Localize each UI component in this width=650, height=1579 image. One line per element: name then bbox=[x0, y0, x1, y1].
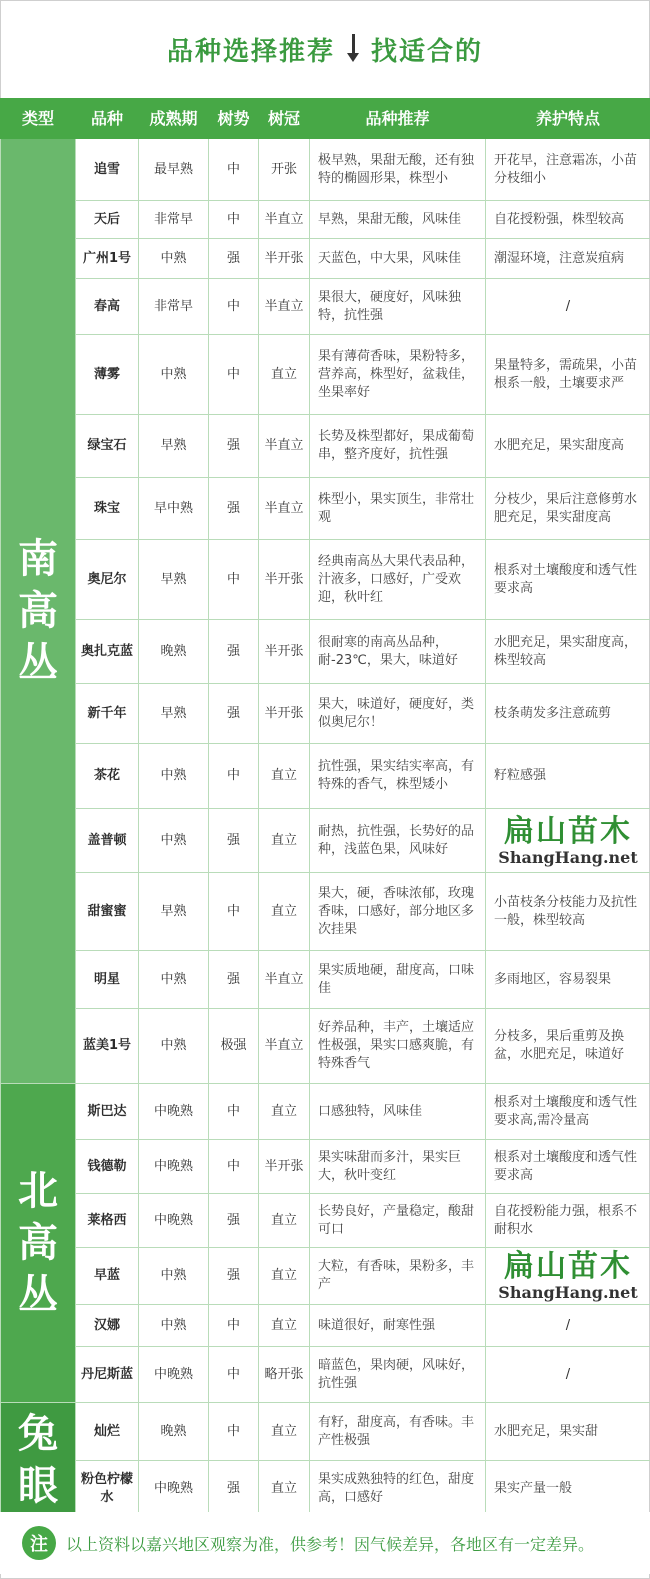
page-title bbox=[167, 31, 483, 68]
vigor-cell: 中 bbox=[209, 201, 259, 239]
crown-cell: 直立 bbox=[259, 1403, 310, 1461]
care-cell: 枝条萌发多注意疏剪 bbox=[486, 684, 650, 744]
header-variety: 品种 bbox=[76, 99, 139, 139]
crown-cell: 半直立 bbox=[259, 415, 310, 478]
variety-name: 绿宝石 bbox=[76, 415, 139, 478]
vigor-cell: 强 bbox=[209, 620, 259, 684]
recommend-cell: 果很大，硬度好，风味独特，抗性强 bbox=[310, 279, 486, 335]
table-row bbox=[1, 478, 650, 540]
table-row bbox=[1, 1140, 650, 1194]
header-type: 类型 bbox=[1, 99, 76, 139]
recommend-cell: 经典南高丛大果代表品种，汁液多，口感好，广受欢迎，秋叶红 bbox=[310, 540, 486, 620]
vigor-cell: 中 bbox=[209, 873, 259, 951]
recommend-cell: 长势良好，产量稳定，酸甜可口 bbox=[310, 1194, 486, 1248]
vigor-cell: 中 bbox=[209, 139, 259, 201]
maturity-cell: 中熟 bbox=[139, 335, 209, 415]
maturity-cell: 中晚熟 bbox=[139, 1194, 209, 1248]
vigor-cell: 强 bbox=[209, 1248, 259, 1305]
recommend-cell: 株型小，果实顶生，非常壮观 bbox=[310, 478, 486, 540]
table-row bbox=[1, 540, 650, 620]
table-row bbox=[1, 201, 650, 239]
vigor-cell: 强 bbox=[209, 478, 259, 540]
group-label-cell bbox=[1, 139, 76, 1084]
care-cell: / bbox=[486, 1347, 650, 1403]
maturity-cell: 早中熟 bbox=[139, 478, 209, 540]
care-cell: 根系对土壤酸度和透气性要求高 bbox=[486, 540, 650, 620]
variety-table bbox=[0, 98, 650, 1517]
care-cell: 水肥充足，果实甜度高，株型较高 bbox=[486, 620, 650, 684]
title-left: 品种选择推荐 bbox=[166, 36, 335, 67]
table-row bbox=[1, 1009, 650, 1084]
vigor-cell: 中 bbox=[209, 1305, 259, 1347]
vigor-cell: 强 bbox=[209, 809, 259, 873]
recommend-cell: 暗蓝色，果肉硬，风味好，抗性强 bbox=[310, 1347, 486, 1403]
care-cell: 水肥充足，果实甜 bbox=[486, 1403, 650, 1461]
crown-cell: 直立 bbox=[259, 744, 310, 809]
crown-cell: 半开张 bbox=[259, 239, 310, 279]
footer-note bbox=[0, 1512, 650, 1574]
maturity-cell: 中熟 bbox=[139, 744, 209, 809]
care-cell: 多雨地区，容易裂果 bbox=[486, 951, 650, 1009]
group-label: 北高丛 bbox=[18, 1168, 58, 1318]
vigor-cell: 强 bbox=[209, 239, 259, 279]
maturity-cell: 中晚熟 bbox=[139, 1084, 209, 1140]
vigor-cell: 中 bbox=[209, 279, 259, 335]
table-row bbox=[1, 873, 650, 951]
title-right: 找适合的 bbox=[371, 36, 484, 67]
crown-cell: 直立 bbox=[259, 809, 310, 873]
table-row bbox=[1, 335, 650, 415]
watermark-main: 扁山苗木 bbox=[504, 813, 632, 849]
maturity-cell: 晚熟 bbox=[139, 1403, 209, 1461]
variety-name: 丹尼斯蓝 bbox=[76, 1347, 139, 1403]
watermark-logo bbox=[488, 815, 648, 867]
crown-cell: 直立 bbox=[259, 1084, 310, 1140]
variety-name: 明星 bbox=[76, 951, 139, 1009]
maturity-cell: 中晚熟 bbox=[139, 1140, 209, 1194]
variety-name: 茶花 bbox=[76, 744, 139, 809]
variety-name: 新千年 bbox=[76, 684, 139, 744]
care-cell: 小苗枝条分枝能力及抗性一般，株型较高 bbox=[486, 873, 650, 951]
maturity-cell: 中熟 bbox=[139, 1009, 209, 1084]
recommend-cell: 极早熟，果甜无酸，还有独特的椭圆形果，株型小 bbox=[310, 139, 486, 201]
crown-cell: 半直立 bbox=[259, 1009, 310, 1084]
vigor-cell: 中 bbox=[209, 1084, 259, 1140]
table-row bbox=[1, 279, 650, 335]
care-cell: 果量特多，需疏果，小苗根系一般，土壤要求严 bbox=[486, 335, 650, 415]
crown-cell: 半开张 bbox=[259, 1140, 310, 1194]
table-row bbox=[1, 1305, 650, 1347]
crown-cell: 开张 bbox=[259, 139, 310, 201]
table-row bbox=[1, 1084, 650, 1140]
variety-name: 奥扎克蓝 bbox=[76, 620, 139, 684]
care-cell bbox=[486, 809, 650, 873]
variety-name: 甜蜜蜜 bbox=[76, 873, 139, 951]
table-row bbox=[1, 1347, 650, 1403]
note-text: 以上资料以嘉兴地区观察为准，供参考！因气候差异，各地区有一定差异。 bbox=[66, 1534, 595, 1554]
recommend-cell: 耐热，抗性强，长势好的品种，浅蓝色果，风味好 bbox=[310, 809, 486, 873]
variety-name: 追雪 bbox=[76, 139, 139, 201]
vigor-cell: 极强 bbox=[209, 1009, 259, 1084]
recommend-cell: 天蓝色，中大果，风味佳 bbox=[310, 239, 486, 279]
recommend-cell: 有籽，甜度高，有香味。丰产性极强 bbox=[310, 1403, 486, 1461]
vigor-cell: 强 bbox=[209, 1461, 259, 1517]
variety-name: 斯巴达 bbox=[76, 1084, 139, 1140]
care-cell bbox=[486, 1248, 650, 1305]
vigor-cell: 中 bbox=[209, 1347, 259, 1403]
table-row bbox=[1, 744, 650, 809]
variety-name: 莱格西 bbox=[76, 1194, 139, 1248]
crown-cell: 直立 bbox=[259, 1305, 310, 1347]
crown-cell: 半开张 bbox=[259, 540, 310, 620]
crown-cell: 直立 bbox=[259, 1194, 310, 1248]
maturity-cell: 中熟 bbox=[139, 1305, 209, 1347]
care-cell: / bbox=[486, 279, 650, 335]
group-label-cell bbox=[1, 1403, 76, 1517]
maturity-cell: 中熟 bbox=[139, 1248, 209, 1305]
care-cell: 分枝多，果后重剪及换盆，水肥充足，味道好 bbox=[486, 1009, 650, 1084]
maturity-cell: 非常早 bbox=[139, 279, 209, 335]
care-cell: / bbox=[486, 1305, 650, 1347]
crown-cell: 直立 bbox=[259, 873, 310, 951]
group-label: 兔眼 bbox=[18, 1410, 58, 1509]
crown-cell: 半直立 bbox=[259, 279, 310, 335]
vigor-cell: 中 bbox=[209, 1140, 259, 1194]
variety-name: 天后 bbox=[76, 201, 139, 239]
table-row bbox=[1, 620, 650, 684]
watermark-logo bbox=[488, 1250, 648, 1302]
crown-cell: 略开张 bbox=[259, 1347, 310, 1403]
variety-name: 粉色柠檬水 bbox=[76, 1461, 139, 1517]
note-badge: 注 bbox=[22, 1526, 56, 1560]
maturity-cell: 早熟 bbox=[139, 415, 209, 478]
maturity-cell: 中熟 bbox=[139, 809, 209, 873]
care-cell: 籽粒感强 bbox=[486, 744, 650, 809]
variety-name: 广州1号 bbox=[76, 239, 139, 279]
table-row bbox=[1, 239, 650, 279]
crown-cell: 直立 bbox=[259, 1461, 310, 1517]
care-cell: 自花授粉能力强，根系不耐积水 bbox=[486, 1194, 650, 1248]
header-recommend: 品种推荐 bbox=[310, 99, 486, 139]
table-row bbox=[1, 1461, 650, 1517]
variety-name: 奥尼尔 bbox=[76, 540, 139, 620]
table-row bbox=[1, 951, 650, 1009]
variety-name: 春高 bbox=[76, 279, 139, 335]
variety-name: 盖普顿 bbox=[76, 809, 139, 873]
crown-cell: 半开张 bbox=[259, 684, 310, 744]
header-care: 养护特点 bbox=[486, 99, 650, 139]
crown-cell: 直立 bbox=[259, 335, 310, 415]
header-vigor: 树势 bbox=[209, 99, 259, 139]
header-maturity: 成熟期 bbox=[139, 99, 209, 139]
table-row bbox=[1, 415, 650, 478]
maturity-cell: 中熟 bbox=[139, 951, 209, 1009]
recommend-cell: 味道很好，耐寒性强 bbox=[310, 1305, 486, 1347]
crown-cell: 半开张 bbox=[259, 620, 310, 684]
vigor-cell: 中 bbox=[209, 1403, 259, 1461]
variety-name: 灿烂 bbox=[76, 1403, 139, 1461]
recommend-cell: 好养品种，丰产，土壤适应性极强，果实口感爽脆，有特殊香气 bbox=[310, 1009, 486, 1084]
header-crown: 树冠 bbox=[259, 99, 310, 139]
maturity-cell: 中晚熟 bbox=[139, 1347, 209, 1403]
care-cell: 根系对土壤酸度和透气性要求高,需冷量高 bbox=[486, 1084, 650, 1140]
recommend-cell: 果有薄荷香味，果粉特多，营养高，株型好，盆栽佳，坐果率好 bbox=[310, 335, 486, 415]
maturity-cell: 中晚熟 bbox=[139, 1461, 209, 1517]
table-row bbox=[1, 1248, 650, 1305]
variety-name: 蓝美1号 bbox=[76, 1009, 139, 1084]
crown-cell: 半直立 bbox=[259, 201, 310, 239]
variety-name: 早蓝 bbox=[76, 1248, 139, 1305]
care-cell: 自花授粉强，株型较高 bbox=[486, 201, 650, 239]
table-body bbox=[1, 139, 650, 1517]
table-row bbox=[1, 1403, 650, 1461]
care-cell: 根系对土壤酸度和透气性要求高 bbox=[486, 1140, 650, 1194]
maturity-cell: 早熟 bbox=[139, 540, 209, 620]
table-row bbox=[1, 139, 650, 201]
maturity-cell: 中熟 bbox=[139, 239, 209, 279]
vigor-cell: 强 bbox=[209, 415, 259, 478]
recommend-cell: 抗性强，果实结实率高，有特殊的香气，株型矮小 bbox=[310, 744, 486, 809]
maturity-cell: 早熟 bbox=[139, 873, 209, 951]
vigor-cell: 中 bbox=[209, 540, 259, 620]
recommend-cell: 果大，硬，香味浓郁，玫瑰香味，口感好，部分地区多次挂果 bbox=[310, 873, 486, 951]
recommend-cell: 果实质地硬，甜度高，口味佳 bbox=[310, 951, 486, 1009]
table-row bbox=[1, 1194, 650, 1248]
care-cell: 水肥充足，果实甜度高 bbox=[486, 415, 650, 478]
maturity-cell: 早熟 bbox=[139, 684, 209, 744]
title-bar bbox=[0, 0, 650, 98]
recommend-cell: 大粒，有香味，果粉多，丰产 bbox=[310, 1248, 486, 1305]
variety-name: 汉娜 bbox=[76, 1305, 139, 1347]
table-row bbox=[1, 684, 650, 744]
variety-name: 钱德勒 bbox=[76, 1140, 139, 1194]
crown-cell: 半直立 bbox=[259, 478, 310, 540]
recommend-cell: 果实味甜而多汁，果实巨大，秋叶变红 bbox=[310, 1140, 486, 1194]
watermark-main: 扁山苗木 bbox=[504, 1249, 632, 1284]
vigor-cell: 中 bbox=[209, 335, 259, 415]
care-cell: 分枝少，果后注意修剪水肥充足，果实甜度高 bbox=[486, 478, 650, 540]
care-cell: 开花早，注意霜冻，小苗分枝细小 bbox=[486, 139, 650, 201]
vigor-cell: 强 bbox=[209, 1194, 259, 1248]
vigor-cell: 强 bbox=[209, 951, 259, 1009]
variety-name: 薄雾 bbox=[76, 335, 139, 415]
group-label: 南高丛 bbox=[18, 536, 58, 686]
recommend-cell: 很耐寒的南高丛品种，耐-23℃，果大，味道好 bbox=[310, 620, 486, 684]
recommend-cell: 长势及株型都好，果成葡萄串，整齐度好，抗性强 bbox=[310, 415, 486, 478]
variety-name: 珠宝 bbox=[76, 478, 139, 540]
vigor-cell: 中 bbox=[209, 744, 259, 809]
watermark-sub: ShangHang.net bbox=[498, 847, 638, 867]
recommend-cell: 果实成熟独特的红色，甜度高，口感好 bbox=[310, 1461, 486, 1517]
table-row bbox=[1, 809, 650, 873]
watermark-sub: ShangHang.net bbox=[498, 1283, 638, 1302]
down-arrow-icon bbox=[345, 32, 361, 66]
maturity-cell: 非常早 bbox=[139, 201, 209, 239]
maturity-cell: 晚熟 bbox=[139, 620, 209, 684]
vigor-cell: 强 bbox=[209, 684, 259, 744]
care-cell: 果实产量一般 bbox=[486, 1461, 650, 1517]
maturity-cell: 最早熟 bbox=[139, 139, 209, 201]
group-label-cell bbox=[1, 1084, 76, 1403]
table-header-row bbox=[1, 99, 650, 139]
recommend-cell: 果大，味道好，硬度好，类似奥尼尔！ bbox=[310, 684, 486, 744]
care-cell: 潮湿环境，注意炭疽病 bbox=[486, 239, 650, 279]
recommend-cell: 口感独特，风味佳 bbox=[310, 1084, 486, 1140]
recommend-cell: 早熟，果甜无酸，风味佳 bbox=[310, 201, 486, 239]
crown-cell: 直立 bbox=[259, 1248, 310, 1305]
crown-cell: 半直立 bbox=[259, 951, 310, 1009]
